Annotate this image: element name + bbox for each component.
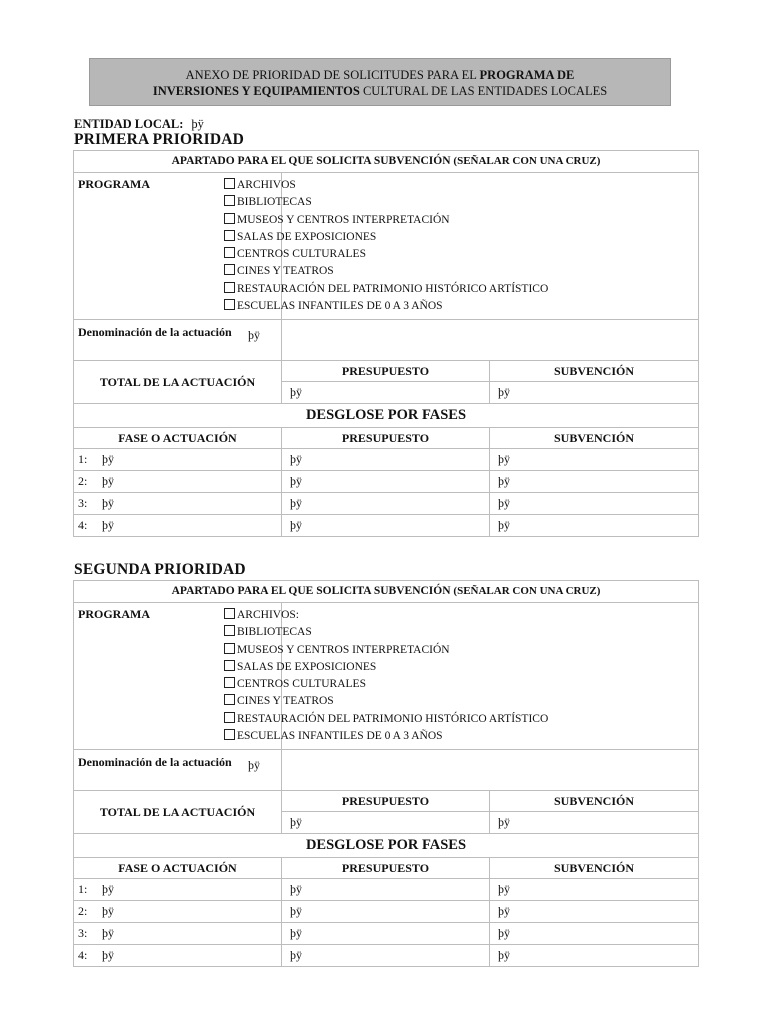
phase-subvencion-field[interactable]: þÿ [490,471,699,493]
programa-option [224,281,698,298]
phase-presupuesto-field[interactable]: þÿ [282,901,490,923]
total-subvencion-field[interactable]: þÿ [490,382,699,404]
programa-option-label: MUSEOS Y CENTROS INTERPRETACIÓN [237,213,450,226]
denominacion-field[interactable]: þÿ [282,750,699,791]
phase-fase-cell [74,515,282,537]
programa-option [224,624,698,641]
apartado-header [74,151,699,173]
presupuesto-header: PRESUPUESTO [282,858,490,879]
phase-number: 2: [78,904,88,919]
total-presupuesto-field[interactable]: þÿ [282,382,490,404]
checkbox[interactable] [224,608,235,619]
programa-label: PROGRAMA [74,173,282,320]
phase-fase-field[interactable]: þÿ [102,496,114,511]
checkbox[interactable] [224,694,235,705]
programa-option [224,728,698,745]
priority-form-2 [73,580,699,967]
phase-fase-field[interactable]: þÿ [102,926,114,941]
header-line2-bold: INVERSIONES Y EQUIPAMIENTOS [152,84,360,98]
phase-subvencion-field[interactable]: þÿ [490,515,699,537]
phase-fase-cell [74,471,282,493]
entidad-label: ENTIDAD LOCAL: [74,117,184,131]
programa-option [224,177,698,194]
total-subvencion-field[interactable]: þÿ [490,812,699,834]
programa-option [224,711,698,728]
phase-fase-field[interactable]: þÿ [102,882,114,897]
phase-presupuesto-field[interactable]: þÿ [282,945,490,967]
programa-option-label: BIBLIOTECAS [237,626,312,639]
programa-option [224,263,698,280]
presupuesto-header: PRESUPUESTO [282,428,490,449]
programa-option-label: ARCHIVOS [237,179,296,191]
phase-subvencion-field[interactable]: þÿ [490,449,699,471]
programa-option [224,246,698,263]
phase-fase-field[interactable]: þÿ [102,518,114,533]
programa-option-label: ARCHIVOS: [237,609,299,621]
programa-option-label: RESTAURACIÓN DEL PATRIMONIO HISTÓRICO ARTÍSTICO [237,712,549,725]
desglose-header: DESGLOSE POR FASES [74,404,699,428]
denominacion-field[interactable]: þÿ [282,320,699,361]
entidad-local [74,117,204,132]
desglose-header: DESGLOSE POR FASES [74,834,699,858]
header-line1-text: ANEXO DE PRIORIDAD DE SOLICITUDES PARA EL [185,68,480,82]
phase-number: 3: [78,496,88,511]
subvencion-header: SUBVENCIÓN [490,858,699,879]
phase-presupuesto-field[interactable]: þÿ [282,471,490,493]
apartado-note: (SEÑALAR CON UNA CRUZ) [453,155,601,167]
phase-presupuesto-field[interactable]: þÿ [282,879,490,901]
entidad-field[interactable]: þÿ [191,117,204,131]
checkbox[interactable] [224,729,235,740]
programa-option [224,298,698,315]
checkbox[interactable] [224,230,235,241]
priority-form-1 [73,150,699,537]
checkbox[interactable] [224,643,235,654]
phase-number: 2: [78,474,88,489]
checkbox[interactable] [224,712,235,723]
programa-option-label: ESCUELAS INFANTILES DE 0 A 3 AÑOS [237,730,443,743]
phase-fase-cell [74,901,282,923]
phase-row [74,901,699,923]
presupuesto-header: PRESUPUESTO [282,791,490,812]
apartado-header [74,581,699,603]
phase-number: 4: [78,948,88,963]
phase-fase-cell [74,923,282,945]
checkbox[interactable] [224,299,235,310]
total-presupuesto-field[interactable]: þÿ [282,812,490,834]
checkbox[interactable] [224,195,235,206]
denominacion-label: Denominación de la actuación [74,750,282,791]
programa-option [224,212,698,229]
checkbox[interactable] [224,625,235,636]
checkbox[interactable] [224,213,235,224]
programa-option [224,229,698,246]
checkbox[interactable] [224,264,235,275]
phase-row [74,945,699,967]
programa-option-label: CENTROS CULTURALES [237,248,366,261]
apartado-text: APARTADO PARA EL QUE SOLICITA SUBVENCIÓN [171,155,451,167]
programa-option [224,693,698,710]
checkbox[interactable] [224,247,235,258]
total-actuacion-label: TOTAL DE LA ACTUACIÓN [74,361,282,404]
phase-row [74,449,699,471]
subvencion-header: SUBVENCIÓN [490,361,699,382]
programa-option-label: CINES Y TEATROS [237,265,334,278]
phase-subvencion-field[interactable]: þÿ [490,493,699,515]
header-line2-text: CULTURAL DE LAS ENTIDADES LOCALES [359,84,608,98]
phase-number: 4: [78,518,88,533]
phase-row [74,471,699,493]
checkbox[interactable] [224,660,235,671]
phase-fase-field[interactable]: þÿ [102,948,114,963]
programa-option-label: MUSEOS Y CENTROS INTERPRETACIÓN [237,643,450,656]
phase-presupuesto-field[interactable]: þÿ [282,493,490,515]
total-actuacion-label: TOTAL DE LA ACTUACIÓN [74,791,282,834]
fase-header: FASE O ACTUACIÓN [74,428,282,449]
phase-fase-cell [74,945,282,967]
phase-row [74,879,699,901]
checkbox[interactable] [224,178,235,189]
phase-row [74,515,699,537]
programa-option-label: RESTAURACIÓN DEL PATRIMONIO HISTÓRICO ARTÍSTICO [237,282,549,295]
programa-options [237,173,699,320]
programa-label: PROGRAMA [74,603,282,750]
fase-header: FASE O ACTUACIÓN [74,858,282,879]
programa-option-label: SALAS DE EXPOSICIONES [237,660,377,673]
phase-row [74,493,699,515]
programa-option-label: ESCUELAS INFANTILES DE 0 A 3 AÑOS [237,300,443,313]
priority-title-2: SEGUNDA PRIORIDAD [74,561,246,578]
phase-subvencion-field[interactable]: þÿ [490,923,699,945]
apartado-note: (SEÑALAR CON UNA CRUZ) [453,585,601,597]
phase-number: 1: [78,452,88,467]
programa-option-label: CINES Y TEATROS [237,695,334,708]
phase-subvencion-field[interactable]: þÿ [490,879,699,901]
phase-presupuesto-field[interactable]: þÿ [282,515,490,537]
apartado-text: APARTADO PARA EL QUE SOLICITA SUBVENCIÓN [171,585,451,597]
phase-fase-field[interactable]: þÿ [102,474,114,489]
programa-option-label: SALAS DE EXPOSICIONES [237,230,377,243]
subvencion-header: SUBVENCIÓN [490,428,699,449]
programa-option [224,642,698,659]
phase-number: 3: [78,926,88,941]
programa-options [237,603,699,750]
document-header [89,58,671,106]
programa-option-label: CENTROS CULTURALES [237,678,366,691]
header-line1-bold: PROGRAMA DE [479,68,575,82]
priority-title-1: PRIMERA PRIORIDAD [74,131,245,148]
phase-fase-cell [74,449,282,471]
phase-presupuesto-field[interactable]: þÿ [282,449,490,471]
checkbox[interactable] [224,677,235,688]
phase-fase-cell [74,879,282,901]
denominacion-label: Denominación de la actuación [74,320,282,361]
phase-subvencion-field[interactable]: þÿ [490,945,699,967]
subvencion-header: SUBVENCIÓN [490,791,699,812]
phase-subvencion-field[interactable]: þÿ [490,901,699,923]
presupuesto-header: PRESUPUESTO [282,361,490,382]
phase-row [74,923,699,945]
phase-fase-cell [74,493,282,515]
programa-option-label: BIBLIOTECAS [237,196,312,209]
phase-presupuesto-field[interactable]: þÿ [282,923,490,945]
phase-fase-field[interactable]: þÿ [102,904,114,919]
phase-number: 1: [78,882,88,897]
checkbox[interactable] [224,282,235,293]
phase-fase-field[interactable]: þÿ [102,452,114,467]
programa-option [224,659,698,676]
programa-option [224,607,698,624]
programa-option [224,676,698,693]
programa-option [224,194,698,211]
